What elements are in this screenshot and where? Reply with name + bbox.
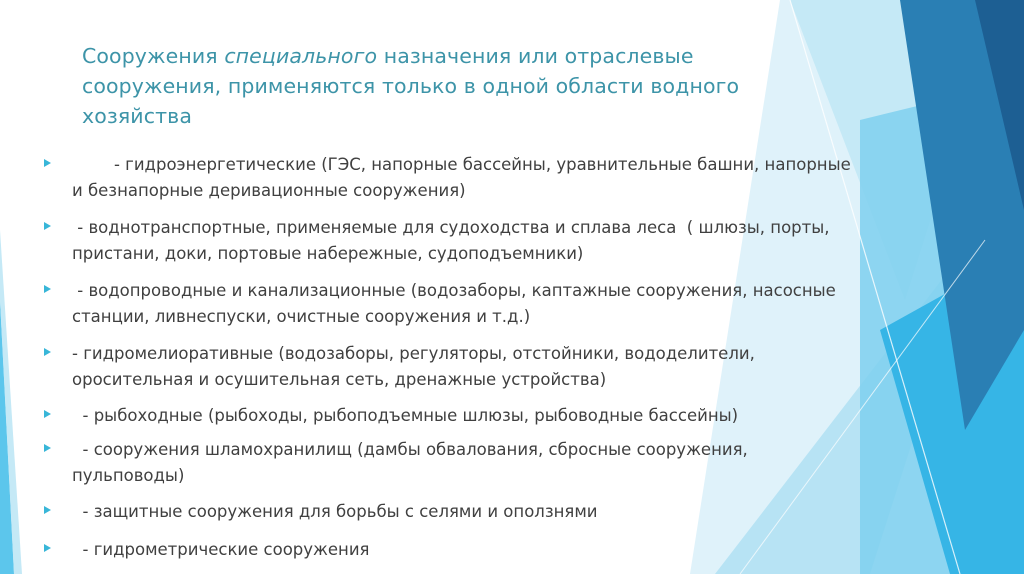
triangle-bullet-icon [44, 544, 51, 552]
bullet-text: - воднотранспортные, применяемые для судоходства и сплава леса ( шлюзы, порты, пристани, доки, портовые набережные, судоподъемники) [72, 218, 835, 263]
bullet-text: - водопроводные и канализационные (водозаборы, каптажные сооружения, насосные станции, ливнеспуски, очистные сооружения и т.д.) [72, 281, 842, 326]
bullet-text: - гидрометрические сооружения [72, 540, 370, 559]
bullet-text: - рыбоходные (рыбоходы, рыбоподъемные шлюзы, рыбоводные бассейны) [72, 406, 739, 425]
triangle-bullet-icon [44, 506, 51, 514]
triangle-bullet-icon [44, 348, 51, 356]
bullet-text: - защитные сооружения для борьбы с селями и оползнями [72, 502, 598, 521]
triangle-bullet-icon [44, 285, 51, 293]
title-italic-word: специального [224, 44, 378, 68]
bullet-text: - гидромелиоративные (водозаборы, регуляторы, отстойники, вододелители, оросительная и осушительная сеть, дренажные устройства) [72, 344, 761, 389]
bullet-text: - гидроэнергетические (ГЭС, напорные бассейны, уравнительные башни, напорные и безнапорные деривационные сооружения) [72, 155, 857, 200]
title-part-3: назначения или отраслевые сооружения, применяются только в одной области водного хозяйства [82, 44, 740, 128]
triangle-bullet-icon [44, 159, 51, 167]
slide-title [82, 41, 742, 131]
bullet-text: - сооружения шламохранилищ (дамбы обвалования, сбросные сооружения, пульповоды) [72, 440, 754, 485]
triangle-bullet-icon [44, 444, 51, 452]
title-part-1: Сооружения [82, 44, 225, 68]
triangle-bullet-icon [44, 222, 51, 230]
triangle-bullet-icon [44, 410, 51, 418]
